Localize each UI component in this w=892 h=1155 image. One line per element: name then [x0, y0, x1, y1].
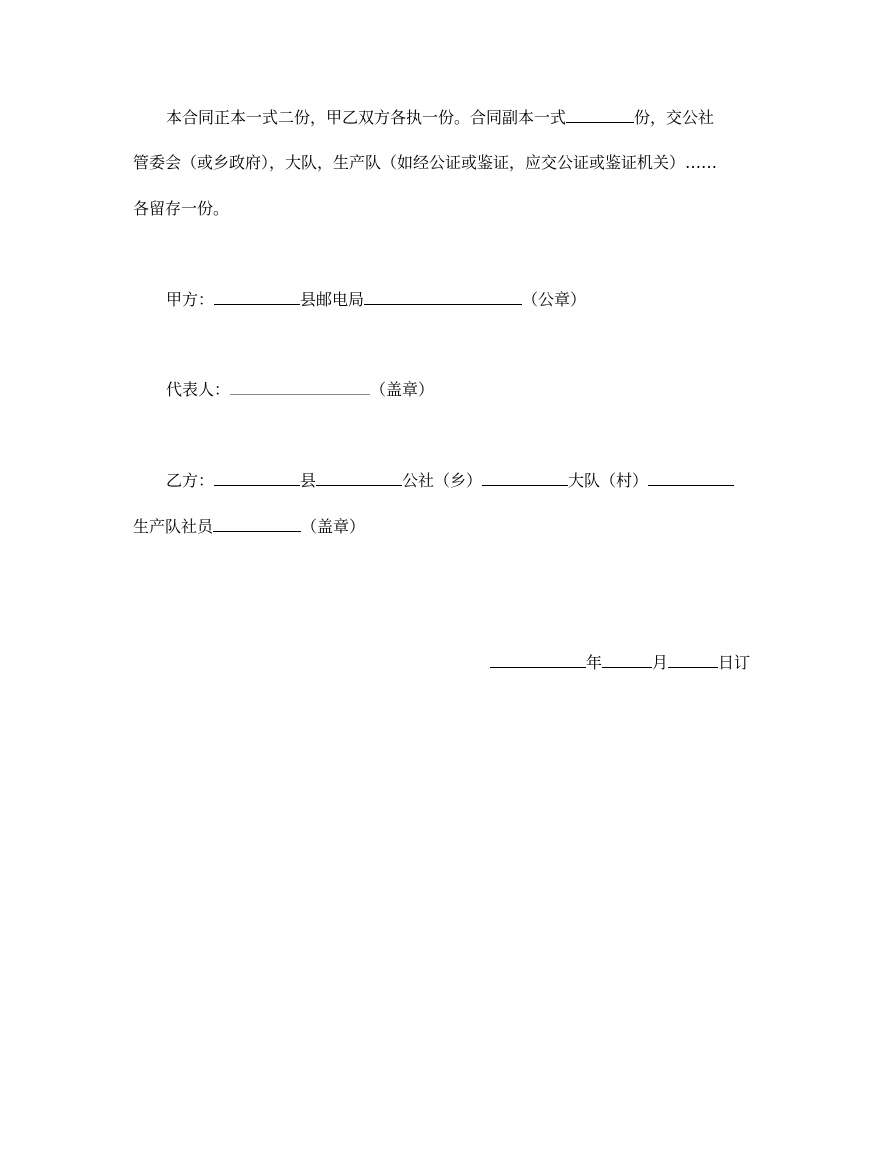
- paragraph-line-1-text-b: 份，交公社: [634, 108, 715, 127]
- paragraph-line-3-text: 各留存一份。: [133, 199, 230, 218]
- party-b-commune-blank: [316, 469, 402, 486]
- paragraph-line-1: [166, 106, 714, 129]
- representative-seal: （盖章）: [370, 380, 435, 399]
- party-a-county-blank: [214, 288, 300, 305]
- party-b-member-name-blank: [213, 515, 301, 532]
- representative-label: 代表人：: [166, 380, 231, 399]
- year-blank: [490, 651, 586, 668]
- paragraph-line-2: [133, 152, 717, 174]
- party-a-office-blank: [364, 288, 522, 305]
- month-label: 月: [652, 653, 669, 672]
- party-b-team-blank: [648, 469, 734, 486]
- month-blank: [602, 651, 652, 668]
- date-line: [490, 651, 750, 674]
- party-b-commune: 公社（乡）: [402, 471, 483, 490]
- party-b-line-2: [133, 515, 365, 538]
- party-b-team-member: 生产队社员: [133, 517, 214, 536]
- party-b-county: 县: [300, 471, 317, 490]
- party-b-label: 乙方：: [166, 471, 215, 490]
- paragraph-line-1-text-a: 本合同正本一式二份，甲乙双方各执一份。合同副本一式: [166, 108, 567, 127]
- representative-name-blank: [230, 378, 370, 395]
- party-b-county-blank: [214, 469, 300, 486]
- copies-count-blank: [566, 106, 634, 123]
- party-a-county-post: 县邮电局: [300, 290, 365, 309]
- party-a-seal: （公章）: [522, 290, 587, 309]
- paragraph-line-3: [133, 198, 229, 220]
- representative-line: [166, 378, 434, 401]
- year-label: 年: [586, 653, 603, 672]
- party-b-seal: （盖章）: [301, 517, 366, 536]
- paragraph-line-2-text: 管委会（或乡政府），大队，生产队（如经公证或鉴证，应交公证或鉴证机关）……: [133, 153, 718, 172]
- day-signed-label: 日订: [718, 653, 751, 672]
- party-b-line-1: [166, 469, 734, 492]
- party-a-line: [166, 288, 586, 311]
- day-blank: [668, 651, 718, 668]
- party-a-label: 甲方：: [166, 290, 215, 309]
- party-b-brigade: 大队（村）: [568, 471, 649, 490]
- party-b-brigade-blank: [482, 469, 568, 486]
